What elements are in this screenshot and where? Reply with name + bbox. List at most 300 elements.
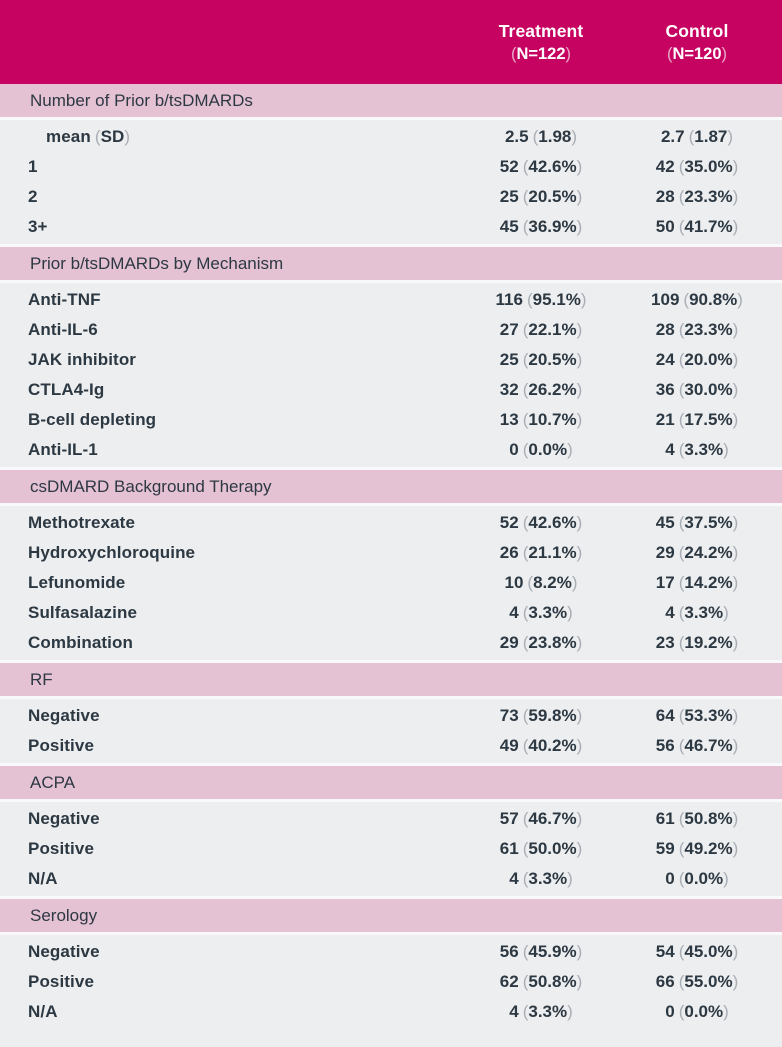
close-paren: ) xyxy=(580,290,587,309)
control-column-n xyxy=(622,43,772,65)
value-percent: 17.5% xyxy=(684,410,733,429)
row-label-text: N/A xyxy=(28,869,58,888)
value-percent: 14.2% xyxy=(684,573,733,592)
table-row xyxy=(0,152,782,182)
close-paren: ) xyxy=(732,736,739,755)
open-paren: ( xyxy=(678,573,685,592)
open-paren: ( xyxy=(678,736,685,755)
row-label xyxy=(0,405,466,435)
close-paren: ) xyxy=(576,633,583,652)
value-count: 52 xyxy=(499,513,519,532)
open-paren: ( xyxy=(522,706,529,725)
value-count: 10 xyxy=(504,573,524,592)
open-paren: ( xyxy=(522,440,529,459)
control-value xyxy=(622,731,772,761)
control-value xyxy=(622,182,772,212)
row-label-text: Positive xyxy=(28,736,94,755)
section-rows xyxy=(0,935,782,1047)
control-value xyxy=(622,122,772,152)
control-value xyxy=(622,285,772,315)
open-paren: ( xyxy=(522,603,529,622)
table-row xyxy=(0,375,782,405)
section-header xyxy=(0,84,782,117)
close-paren: ) xyxy=(732,350,739,369)
close-paren: ) xyxy=(732,633,739,652)
close-paren: ) xyxy=(576,217,583,236)
close-paren: ) xyxy=(737,290,743,309)
close-paren: ) xyxy=(723,440,729,459)
value-count: 4 xyxy=(665,440,675,459)
row-label-text: CTLA4-Ig xyxy=(28,380,105,399)
close-paren: ) xyxy=(576,410,583,429)
row-label-text: Negative xyxy=(28,706,100,725)
value-percent: 49.2% xyxy=(684,839,733,858)
treatment-value xyxy=(466,864,616,894)
treatment-value xyxy=(466,182,616,212)
value-percent: 1.87 xyxy=(694,127,728,146)
table-row xyxy=(0,405,782,435)
close-paren: ) xyxy=(732,573,739,592)
value-percent: 24.2% xyxy=(684,543,733,562)
table-row xyxy=(0,937,782,967)
value-count: 25 xyxy=(499,350,519,369)
open-paren: ( xyxy=(522,350,529,369)
open-paren: ( xyxy=(678,1002,685,1021)
treatment-value xyxy=(466,598,616,628)
open-paren: ( xyxy=(678,320,685,339)
open-paren: ( xyxy=(678,869,685,888)
value-percent: 41.7% xyxy=(684,217,733,236)
treatment-value xyxy=(466,212,616,242)
value-percent: 0.0% xyxy=(528,440,568,459)
open-paren: ( xyxy=(683,290,690,309)
value-count: 4 xyxy=(509,603,519,622)
control-value xyxy=(622,701,772,731)
control-value xyxy=(622,315,772,345)
close-paren: ) xyxy=(732,513,739,532)
table-row xyxy=(0,628,782,658)
row-label-text: N/A xyxy=(28,1002,58,1021)
treatment-value xyxy=(466,937,616,967)
value-percent: 20.5% xyxy=(528,350,577,369)
value-count: 52 xyxy=(499,157,519,176)
value-count: 0 xyxy=(665,1002,675,1021)
value-count: 42 xyxy=(655,157,675,176)
open-paren: ( xyxy=(688,127,695,146)
open-paren: ( xyxy=(678,380,685,399)
open-paren: ( xyxy=(678,809,685,828)
value-percent: 19.2% xyxy=(684,633,733,652)
treatment-value xyxy=(466,375,616,405)
value-count: 45 xyxy=(655,513,675,532)
value-count: 56 xyxy=(499,942,519,961)
close-paren: ) xyxy=(732,187,739,206)
control-column-header xyxy=(622,19,772,65)
value-percent: 20.0% xyxy=(684,350,733,369)
open-paren: ( xyxy=(678,839,685,858)
value-percent: 50.8% xyxy=(684,809,733,828)
treatment-value xyxy=(466,568,616,598)
control-value xyxy=(622,937,772,967)
value-count: 36 xyxy=(655,380,675,399)
close-paren: ) xyxy=(732,217,739,236)
open-paren: ( xyxy=(678,942,685,961)
value-count: 13 xyxy=(499,410,519,429)
row-label xyxy=(0,967,466,997)
table-row xyxy=(0,285,782,315)
control-value xyxy=(622,375,772,405)
section-rows xyxy=(0,506,782,660)
table-row xyxy=(0,182,782,212)
open-paren: ( xyxy=(522,1002,529,1021)
open-paren: ( xyxy=(678,633,685,652)
table-section xyxy=(0,470,782,660)
close-paren: ) xyxy=(567,440,573,459)
value-count: 32 xyxy=(499,380,519,399)
row-label xyxy=(0,864,466,894)
section-header xyxy=(0,663,782,696)
value-percent: 0.0% xyxy=(684,1002,724,1021)
section-header-label: Prior b/tsDMARDs by Mechanism xyxy=(30,254,284,273)
value-percent: 22.1% xyxy=(528,320,577,339)
open-paren: ( xyxy=(526,290,533,309)
close-paren: ) xyxy=(576,942,583,961)
open-paren: ( xyxy=(522,320,529,339)
value-percent: 21.1% xyxy=(528,543,577,562)
value-percent: 23.8% xyxy=(528,633,577,652)
close-paren: ) xyxy=(576,320,583,339)
table-row xyxy=(0,997,782,1027)
open-paren: ( xyxy=(522,633,529,652)
value-count: 17 xyxy=(655,573,675,592)
value-percent: 26.2% xyxy=(528,380,577,399)
treatment-value xyxy=(466,538,616,568)
treatment-value xyxy=(466,285,616,315)
control-value xyxy=(622,864,772,894)
row-label-text: 1 xyxy=(28,157,38,176)
value-percent: 46.7% xyxy=(684,736,733,755)
value-percent: 20.5% xyxy=(528,187,577,206)
row-label xyxy=(0,435,466,465)
row-label-text: Methotrexate xyxy=(28,513,136,532)
treatment-value xyxy=(466,345,616,375)
table-row xyxy=(0,731,782,761)
value-count: 4 xyxy=(509,1002,519,1021)
value-count: 56 xyxy=(655,736,675,755)
value-count: 0 xyxy=(509,440,519,459)
table-section xyxy=(0,663,782,763)
value-count: 23 xyxy=(655,633,675,652)
close-paren: ) xyxy=(732,972,739,991)
value-count: 57 xyxy=(499,809,519,828)
value-percent: 3.3% xyxy=(684,440,724,459)
control-value xyxy=(622,568,772,598)
open-paren: ( xyxy=(522,410,529,429)
open-paren: ( xyxy=(678,440,685,459)
section-header-label: Number of Prior b/tsDMARDs xyxy=(30,91,253,110)
row-label-text: Hydroxychloroquine xyxy=(28,543,196,562)
close-paren: ) xyxy=(732,706,739,725)
value-percent: 23.3% xyxy=(684,320,733,339)
close-paren: ) xyxy=(576,972,583,991)
close-paren: ) xyxy=(567,869,573,888)
section-header-label: ACPA xyxy=(30,773,76,792)
close-paren: ) xyxy=(727,127,734,146)
close-paren: ) xyxy=(576,380,583,399)
row-label-text: Combination xyxy=(28,633,133,652)
table-row xyxy=(0,834,782,864)
row-label xyxy=(0,997,466,1027)
value-percent: 1.98 xyxy=(538,127,572,146)
open-paren: ( xyxy=(94,127,101,146)
close-paren: ) xyxy=(576,157,583,176)
row-label xyxy=(0,538,466,568)
treatment-value xyxy=(466,804,616,834)
section-rows xyxy=(0,802,782,896)
close-paren: ) xyxy=(723,1002,729,1021)
control-n-label: N=120 xyxy=(672,45,722,63)
open-paren: ( xyxy=(678,972,685,991)
row-label-text: Negative xyxy=(28,809,100,828)
value-percent: 8.2% xyxy=(533,573,572,592)
control-value xyxy=(622,152,772,182)
treatment-column-title: Treatment xyxy=(498,21,584,41)
control-value xyxy=(622,345,772,375)
open-paren: ( xyxy=(678,410,685,429)
value-count: 61 xyxy=(499,839,519,858)
close-paren: ) xyxy=(732,380,739,399)
open-paren: ( xyxy=(522,869,529,888)
open-paren: ( xyxy=(522,839,529,858)
table-row xyxy=(0,538,782,568)
row-label-text: Anti-TNF xyxy=(28,290,101,309)
value-count: 49 xyxy=(499,736,519,755)
close-paren: ) xyxy=(567,603,573,622)
value-percent: 45.9% xyxy=(528,942,577,961)
close-paren: ) xyxy=(723,869,729,888)
table-row xyxy=(0,804,782,834)
treatment-value xyxy=(466,435,616,465)
close-paren: ) xyxy=(732,320,739,339)
close-paren: ) xyxy=(576,513,583,532)
open-paren: ( xyxy=(678,350,685,369)
table-row xyxy=(0,864,782,894)
value-percent: 59.8% xyxy=(528,706,577,725)
value-percent: 46.7% xyxy=(528,809,577,828)
value-percent: 3.3% xyxy=(528,1002,568,1021)
open-paren: ( xyxy=(666,45,673,63)
value-percent: 50.8% xyxy=(528,972,577,991)
value-count: 116 xyxy=(495,290,523,309)
value-count: 2.7 xyxy=(660,127,685,146)
value-count: 27 xyxy=(499,320,519,339)
open-paren: ( xyxy=(522,972,529,991)
value-count: 109 xyxy=(651,290,680,309)
value-percent: 23.3% xyxy=(684,187,733,206)
value-count: 2.5 xyxy=(504,127,529,146)
close-paren: ) xyxy=(576,543,583,562)
close-paren: ) xyxy=(732,410,739,429)
row-label xyxy=(0,508,466,538)
treatment-n-label: N=122 xyxy=(516,45,566,63)
row-label xyxy=(0,937,466,967)
value-count: 28 xyxy=(655,320,675,339)
row-label-text: mean xyxy=(46,127,91,146)
treatment-column-header xyxy=(466,19,616,65)
value-percent: 45.0% xyxy=(684,942,733,961)
close-paren: ) xyxy=(732,157,739,176)
open-paren: ( xyxy=(678,157,685,176)
value-percent: 42.6% xyxy=(528,513,577,532)
row-label-text: Anti-IL-6 xyxy=(28,320,98,339)
value-percent: 3.3% xyxy=(684,603,724,622)
treatment-value xyxy=(466,152,616,182)
close-paren: ) xyxy=(576,350,583,369)
open-paren: ( xyxy=(678,187,685,206)
close-paren: ) xyxy=(565,45,572,63)
open-paren: ( xyxy=(522,157,529,176)
table-section xyxy=(0,84,782,244)
value-count: 26 xyxy=(499,543,519,562)
value-percent: 3.3% xyxy=(528,603,568,622)
table-row xyxy=(0,345,782,375)
close-paren: ) xyxy=(567,1002,573,1021)
treatment-value xyxy=(466,508,616,538)
section-header-label: Serology xyxy=(30,906,98,925)
close-paren: ) xyxy=(576,187,583,206)
value-percent: 50.0% xyxy=(528,839,577,858)
open-paren: ( xyxy=(678,603,685,622)
row-label xyxy=(0,152,466,182)
row-label xyxy=(0,834,466,864)
treatment-column-n xyxy=(466,43,616,65)
open-paren: ( xyxy=(678,217,685,236)
open-paren: ( xyxy=(522,543,529,562)
close-paren: ) xyxy=(732,839,739,858)
close-paren: ) xyxy=(576,839,583,858)
row-label-text: JAK inhibitor xyxy=(28,350,137,369)
close-paren: ) xyxy=(576,706,583,725)
value-count: 29 xyxy=(499,633,519,652)
value-count: 21 xyxy=(655,410,675,429)
control-value xyxy=(622,435,772,465)
table-row xyxy=(0,435,782,465)
open-paren: ( xyxy=(522,187,529,206)
close-paren: ) xyxy=(732,809,739,828)
close-paren: ) xyxy=(732,543,739,562)
table-row xyxy=(0,598,782,628)
control-value xyxy=(622,834,772,864)
row-label-text: Anti-IL-1 xyxy=(28,440,98,459)
row-label-text: 2 xyxy=(28,187,38,206)
treatment-value xyxy=(466,997,616,1027)
row-label xyxy=(0,731,466,761)
section-rows xyxy=(0,699,782,763)
treatment-value xyxy=(466,731,616,761)
open-paren: ( xyxy=(527,573,534,592)
value-count: 54 xyxy=(655,942,675,961)
control-value xyxy=(622,967,772,997)
value-percent: 35.0% xyxy=(684,157,733,176)
row-label xyxy=(0,315,466,345)
section-rows xyxy=(0,120,782,244)
open-paren: ( xyxy=(678,706,685,725)
section-header xyxy=(0,247,782,280)
table-row xyxy=(0,122,782,152)
table-section xyxy=(0,766,782,896)
value-percent: 53.3% xyxy=(684,706,733,725)
close-paren: ) xyxy=(124,127,131,146)
value-percent: 0.0% xyxy=(684,869,724,888)
open-paren: ( xyxy=(522,736,529,755)
value-count: 66 xyxy=(655,972,675,991)
row-label xyxy=(0,628,466,658)
row-label-text: Sulfasalazine xyxy=(28,603,138,622)
row-label xyxy=(0,375,466,405)
close-paren: ) xyxy=(723,603,729,622)
control-value xyxy=(622,598,772,628)
value-percent: 90.8% xyxy=(689,290,738,309)
table-row xyxy=(0,701,782,731)
control-value xyxy=(622,538,772,568)
row-label xyxy=(0,212,466,242)
open-paren: ( xyxy=(678,513,685,532)
table-row xyxy=(0,967,782,997)
value-percent: 40.2% xyxy=(528,736,577,755)
section-rows xyxy=(0,283,782,467)
value-count: 64 xyxy=(655,706,675,725)
table-section xyxy=(0,899,782,1047)
control-value xyxy=(622,405,772,435)
row-label-text: Positive xyxy=(28,972,94,991)
treatment-value xyxy=(466,315,616,345)
open-paren: ( xyxy=(522,942,529,961)
open-paren: ( xyxy=(522,809,529,828)
value-count: 29 xyxy=(655,543,675,562)
treatment-value xyxy=(466,628,616,658)
treatment-value xyxy=(466,701,616,731)
value-percent: 3.3% xyxy=(528,869,568,888)
row-label-text: Negative xyxy=(28,942,100,961)
control-value xyxy=(622,508,772,538)
row-label xyxy=(0,701,466,731)
treatment-value xyxy=(466,122,616,152)
table-row xyxy=(0,568,782,598)
close-paren: ) xyxy=(721,45,728,63)
row-label-text: 3+ xyxy=(28,217,48,236)
row-label-paren-text: SD xyxy=(100,127,125,146)
row-label xyxy=(0,345,466,375)
row-label xyxy=(0,568,466,598)
open-paren: ( xyxy=(510,45,517,63)
value-percent: 36.9% xyxy=(528,217,577,236)
row-label xyxy=(0,122,466,152)
control-value xyxy=(622,997,772,1027)
control-value xyxy=(622,804,772,834)
close-paren: ) xyxy=(732,942,739,961)
value-percent: 30.0% xyxy=(684,380,733,399)
value-count: 61 xyxy=(655,809,675,828)
table-header xyxy=(0,0,782,84)
open-paren: ( xyxy=(522,217,529,236)
open-paren: ( xyxy=(532,127,539,146)
table-row xyxy=(0,508,782,538)
treatment-value xyxy=(466,967,616,997)
value-count: 25 xyxy=(499,187,519,206)
treatment-value xyxy=(466,834,616,864)
section-header xyxy=(0,766,782,799)
close-paren: ) xyxy=(576,809,583,828)
